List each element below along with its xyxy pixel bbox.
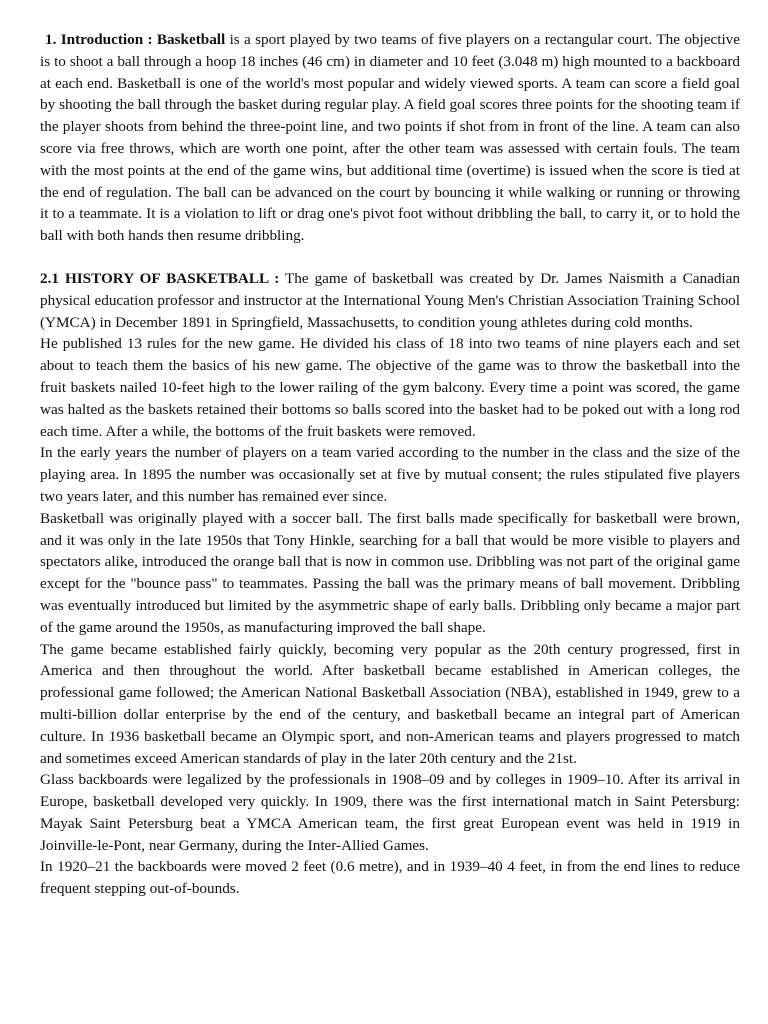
section-gap — [40, 247, 740, 268]
introduction-paragraph — [40, 29, 740, 247]
history-intro-paragraph — [40, 268, 740, 333]
introduction-heading: 1. Introduction : Basketball — [45, 31, 226, 48]
history-intro-text: The game of basketball was created by Dr. James Naismith a Canadian physical education professor and instructor at the International Young Men's Christian Association Training School (YMCA) in December 1891 in Springfield, Massachusetts, to condition young athletes during cold months. — [40, 269, 740, 331]
history-paragraph-ball: Basketball was originally played with a soccer ball. The first balls made specifically for basketball were brown, and it was only in the late 1950s that Tony Hinkle, searching for a ball that would be more visible to players and spectators alike, introduced the orange ball that is now in common use. Dribbling was not part of the original game except for the "bounce pass" to teammates. Passing the ball was the primary means of ball movement. Dribbling was eventually introduced but limited by the asymmetric shape of early balls. Dribbling only became a major part of the game around the 1950s, as manufacturing improved the ball shape. — [40, 509, 740, 636]
history-paragraph-rules: He published 13 rules for the new game. He divided his class of 18 into two teams of nine players each and set about to teach them the basics of his new game. The objective of the game was to throw the basketball into the fruit baskets nailed 10-feet high to the lower railing of the gym balcony. Every time a point was scored, the game was halted as the baskets retained their bottoms so balls scored into the basket had to be poked out with a long rod each time. After a while, the bottoms of the fruit baskets were removed. — [40, 335, 740, 440]
history-heading: 2.1 HISTORY OF BASKETBALL : — [40, 269, 280, 287]
history-paragraph-players: In the early years the number of players on a team varied according to the number in the class and the size of the playing area. In 1895 the number was occasionally set at five by mutual consent; the rules stipulated five players two years later, and this number has remained ever since. — [40, 444, 740, 505]
history-paragraph-boundaries: In 1920–21 the backboards were moved 2 feet (0.6 metre), and in 1939–40 4 feet, in from the end lines to reduce frequent stepping out-of-bounds. — [40, 858, 740, 898]
history-paragraph-popularity: The game became established fairly quickly, becoming very popular as the 20th century progressed, first in America and then throughout the world. After basketball became established in American colleges, the professional game followed; the American National Basketball Association (NBA), established in 1949, grew to a multi-billion dollar enterprise by the end of the century, and basketball became an integral part of American culture. In 1936 basketball became an Olympic sport, and non-American teams and players progressed to match and sometimes exceed American standards of play in the later 20th century and the 21st. — [40, 640, 740, 767]
history-paragraph-backboards: Glass backboards were legalized by the professionals in 1908–09 and by colleges in 1909–10. After its arrival in Europe, basketball developed very quickly. In 1909, there was the first international match in Saint Petersburg: Mayak Saint Petersburg beat a YMCA American team, the first great European event was held in 1919 in Joinville-le-Pont, near Germany, during the Inter-Allied Games. — [40, 771, 740, 854]
introduction-text: is a sport played by two teams of five players on a rectangular court. The objective is to shoot a ball through a hoop 18 inches (46 cm) in diameter and 10 feet (3.048 m) high mounted to a backboard at each end. Basketball is one of the world's most popular and widely viewed sports. A team can score a field goal by shooting the ball through the basket during regular play. A field goal scores three points for the shooting team if the player shoots from behind the three-point line, and two points if shot from in front of the line. A team can also score via free throws, which are worth one point, after the other team was assessed with certain fouls. The team with the most points at the end of the game wins, but additional time (overtime) is issued when the score is tied at the end of regulation. The ball can be advanced on the court by bouncing it while walking or running or throwing it to a teammate. It is a violation to lift or drag one's pivot foot without dribbling the ball, to carry it, or to hold the ball with both hands then resume dribbling. — [40, 31, 740, 245]
